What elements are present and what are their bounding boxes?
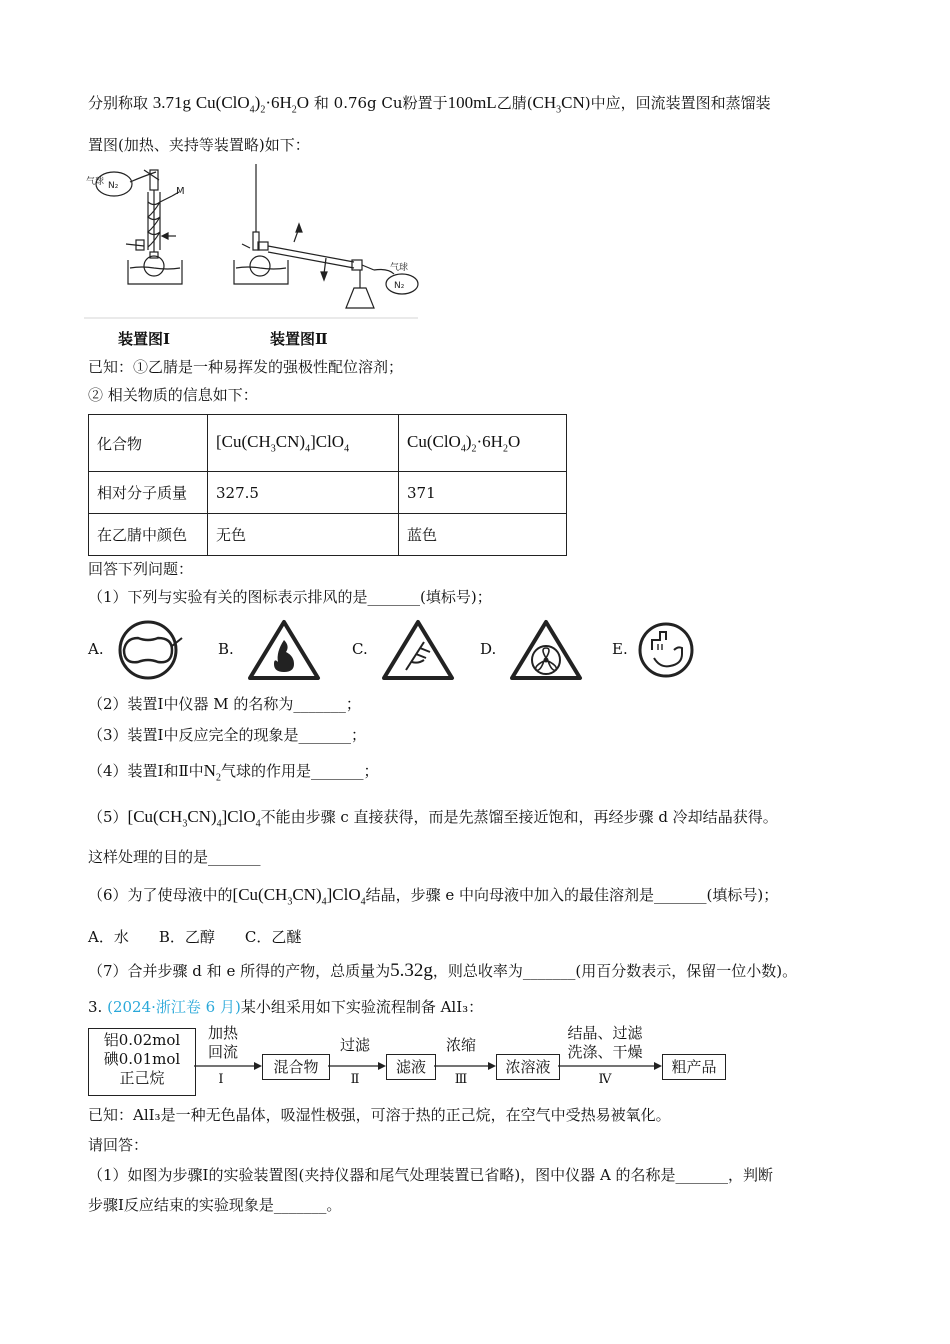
question-6 xyxy=(88,884,778,913)
flow-start-box xyxy=(88,1028,196,1096)
flow-step-1 xyxy=(198,1024,248,1062)
n2-label-1: N₂ xyxy=(108,181,119,191)
question-1: （1）下列与实验有关的图标表示排风的是_______(填标号)； xyxy=(88,588,492,606)
table-cell-complex: $[Cu(CH_3CN)_4]ClO_4$ xyxy=(208,415,399,472)
questions-intro: 回答下列问题： xyxy=(88,560,194,578)
flame-warning-icon xyxy=(246,618,322,682)
question-6-text: 结晶，步骤 e 中向母液中加入的最佳溶剂是_______(填标号)； xyxy=(365,886,779,904)
flow-box-crude-product: 粗产品 xyxy=(662,1054,726,1080)
question-4-text: 气球的作用是_______； xyxy=(220,762,379,780)
flow-step-numeral: Ⅰ xyxy=(218,1072,224,1087)
flow-step-numeral: Ⅱ xyxy=(350,1072,360,1087)
option-a-label: A. xyxy=(88,640,104,658)
flow-step-text: 回流 xyxy=(207,1043,238,1061)
volume: 100mL xyxy=(447,93,497,112)
flow-box-concentrate: 浓溶液 xyxy=(496,1054,560,1080)
table-cell: 在乙腈中颜色 xyxy=(89,514,208,556)
question-7 xyxy=(88,960,797,982)
known-line-1: 已知：①乙腈是一种易挥发的强极性配位溶剂； xyxy=(88,358,404,376)
table-row xyxy=(89,472,567,514)
m-label: M xyxy=(176,186,185,197)
table-cell: 327.5 xyxy=(208,472,399,514)
question-4 xyxy=(88,760,378,789)
flowchart xyxy=(88,1022,738,1102)
intro-text: )中应，回流装置图和蒸馏装 xyxy=(584,94,771,112)
mass-total: 5.32g xyxy=(390,960,433,981)
goggles-icon xyxy=(116,620,186,680)
question-5-text: 不能由步骤 c 直接获得，而是先蒸馏至接近饱和，再经步骤 d 冷却结晶获得。 xyxy=(260,808,778,826)
flow-step-3: 浓缩 xyxy=(445,1036,476,1054)
problem-3-ask: 请回答： xyxy=(88,1136,149,1154)
flow-step-text: 结晶、过滤 xyxy=(567,1024,643,1042)
formula-acn: $CH_3CN$ xyxy=(532,93,585,116)
question-3: （3）装置Ⅰ中反应完全的现象是_______； xyxy=(88,726,366,744)
table-cell: 371 xyxy=(399,472,567,514)
balloon-label-1: 气球 xyxy=(86,177,105,187)
table-cell: 化合物 xyxy=(89,415,208,472)
flow-box-filtrate: 滤液 xyxy=(386,1054,436,1080)
problem-3-q1: （1）如图为步骤Ⅰ的实验装置图(夹持仪器和尾气处理装置已省略)，图中仪器 A 的名称是_______，判断 xyxy=(88,1166,774,1184)
flow-step-numeral: Ⅲ xyxy=(454,1072,468,1087)
flow-step-text: 加热 xyxy=(207,1024,238,1042)
flow-arrow-2 xyxy=(328,1060,386,1072)
flow-step-2: 过滤 xyxy=(339,1036,370,1054)
flow-start-line: 正己烷 xyxy=(119,1069,165,1087)
table-cell: 蓝色 xyxy=(399,514,567,556)
flow-arrow-4 xyxy=(558,1060,662,1072)
flow-box-mixture: 混合物 xyxy=(262,1054,330,1080)
option-e-label: E. xyxy=(612,640,628,658)
flow-start-line: 铝0.02mol xyxy=(103,1031,181,1049)
balloon-label-2: 气球 xyxy=(390,263,409,273)
problem-source: (2024·浙江卷 6 月) xyxy=(107,998,241,1016)
question-6-text: （6）为了使母液中的 xyxy=(88,886,233,904)
formula-complex: $[Cu(CH_3CN)_4]ClO_4$ xyxy=(127,807,261,830)
flow-step-numeral: Ⅳ xyxy=(598,1072,612,1087)
intro-text: 分别称取 xyxy=(88,94,149,112)
question-2: （2）装置Ⅰ中仪器 M 的名称为_______； xyxy=(88,695,361,713)
question-6-options: A．水 B．乙醇 C．乙醚 xyxy=(88,928,302,946)
exhaust-fan-icon xyxy=(508,618,584,682)
caption-apparatus-2: 装置图Ⅱ xyxy=(270,330,328,348)
flow-step-4 xyxy=(560,1024,650,1062)
question-5-text: （5） xyxy=(88,808,128,826)
flow-step-text: 洗涤、干燥 xyxy=(567,1043,643,1061)
problem-3-known: 已知：AlI₃是一种无色晶体，吸湿性极强，可溶于热的正己烷，在空气中受热易被氧化。 xyxy=(88,1106,671,1124)
table-cell-cu-clo4: $Cu(ClO_4)_2\cdot 6H_2O$ xyxy=(399,415,567,472)
intro-text: 乙腈( xyxy=(496,94,533,112)
apparatus-figure xyxy=(84,162,420,322)
problem-title: 某小组采用如下实验流程制备 AlI₃： xyxy=(240,998,484,1016)
intro-text: 和 xyxy=(313,94,329,112)
option-c-label: C. xyxy=(352,640,368,658)
n2-label-2: N₂ xyxy=(394,281,405,291)
known-line-2: ② 相关物质的信息如下： xyxy=(88,386,258,404)
question-4-text: （4）装置Ⅰ和Ⅱ中 xyxy=(88,762,204,780)
problem-3-title xyxy=(88,996,483,1018)
formula-cu-clo4: $Cu(ClO_4)_2\cdot 6H_2O$ xyxy=(195,93,310,116)
intro-line-1 xyxy=(88,92,771,121)
info-table xyxy=(88,414,567,556)
flow-start-line: 碘0.01mol xyxy=(103,1050,181,1068)
caption-apparatus-1: 装置图Ⅰ xyxy=(118,330,171,348)
mass-1: 3.71g xyxy=(152,93,192,112)
problem-number: 3. xyxy=(88,998,103,1016)
table-cell: 相对分子质量 xyxy=(89,472,208,514)
formula-n2: $N_2$ xyxy=(203,761,221,784)
formula-complex: $[Cu(CH_3CN)_4]ClO_4$ xyxy=(232,885,366,908)
question-7-text: （7）合并步骤 d 和 e 所得的产物，总质量为 xyxy=(88,962,391,980)
problem-3-q1-cont: 步骤Ⅰ反应结束的实验现象是_______。 xyxy=(88,1196,342,1214)
option-d-label: D. xyxy=(480,640,497,658)
question-5 xyxy=(88,806,778,835)
mass-2: 0.76g Cu xyxy=(333,94,403,112)
option-b-label: B. xyxy=(218,640,234,658)
intro-line-2: 置图(加热、夹持等装置略)如下： xyxy=(88,136,310,154)
flow-arrow-3 xyxy=(434,1060,496,1072)
intro-text: 粉置于 xyxy=(402,94,448,112)
question-7-text: ，则总收率为_______(用百分数表示，保留一位小数)。 xyxy=(432,962,798,980)
wash-hands-icon xyxy=(638,620,698,680)
table-cell: 无色 xyxy=(208,514,399,556)
question-5-cont: 这样处理的目的是_______ xyxy=(88,848,261,866)
table-row xyxy=(89,514,567,556)
table-row xyxy=(89,415,567,472)
sharp-object-icon xyxy=(380,618,456,682)
flow-arrow-1 xyxy=(194,1060,262,1072)
